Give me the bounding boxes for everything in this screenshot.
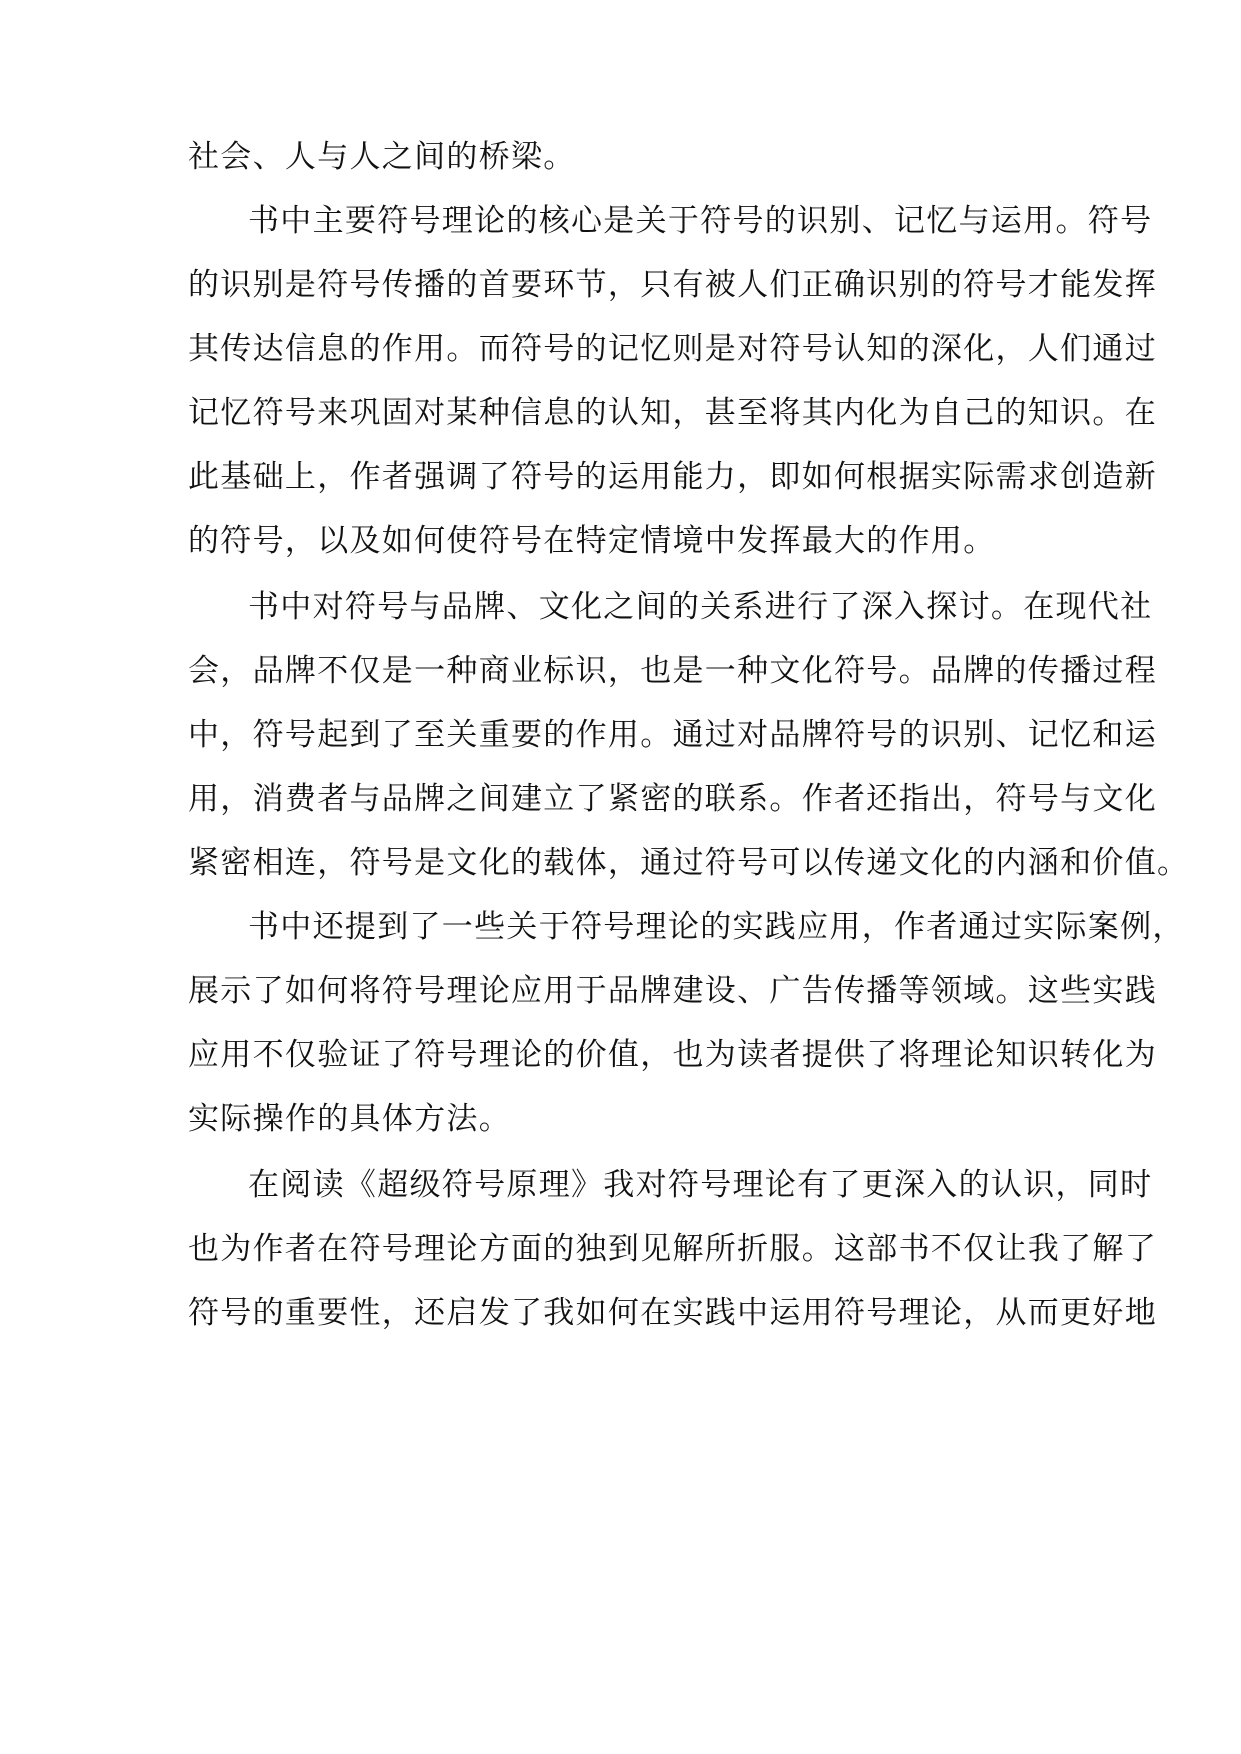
text-line: 用，消费者与品牌之间建立了紧密的联系。作者还指出，符号与文化 (188, 781, 1157, 817)
text-line: 社会、人与人之间的桥梁。 (188, 139, 576, 175)
text-line: 中，符号起到了至关重要的作用。通过对品牌符号的识别、记忆和运 (188, 717, 1157, 753)
paragraph-first-line: 书中主要符号理论的核心是关于符号的识别、记忆与运用。符号 (248, 203, 1153, 239)
text-line: 符号的重要性，还启发了我如何在实践中运用符号理论，从而更好地 (188, 1295, 1157, 1331)
paragraph-first-line: 书中对符号与品牌、文化之间的关系进行了深入探讨。在现代社 (248, 589, 1153, 625)
text-line: 应用不仅验证了符号理论的价值，也为读者提供了将理论知识转化为 (188, 1037, 1157, 1073)
paragraph-first-line: 书中还提到了一些关于符号理论的实践应用，作者通过实际案例， (248, 909, 1185, 945)
text-line: 会，品牌不仅是一种商业标识，也是一种文化符号。品牌的传播过程 (188, 653, 1157, 689)
text-line: 此基础上，作者强调了符号的运用能力，即如何根据实际需求创造新 (188, 459, 1157, 495)
paragraph-first-line: 在阅读《超级符号原理》我对符号理论有了更深入的认识，同时 (248, 1167, 1153, 1203)
text-line: 紧密相连，符号是文化的载体，通过符号可以传递文化的内涵和价值。 (188, 845, 1190, 881)
text-line: 记忆符号来巩固对某种信息的认知，甚至将其内化为自己的知识。在 (188, 395, 1157, 431)
text-line: 其传达信息的作用。而符号的记忆则是对符号认知的深化，人们通过 (188, 331, 1157, 367)
text-line: 的符号，以及如何使符号在特定情境中发挥最大的作用。 (188, 523, 996, 559)
text-line: 的识别是符号传播的首要环节，只有被人们正确识别的符号才能发挥 (188, 267, 1157, 303)
text-line: 实际操作的具体方法。 (188, 1101, 511, 1137)
text-line: 也为作者在符号理论方面的独到见解所折服。这部书不仅让我了解了 (188, 1231, 1157, 1267)
text-line: 展示了如何将符号理论应用于品牌建设、广告传播等领域。这些实践 (188, 973, 1157, 1009)
